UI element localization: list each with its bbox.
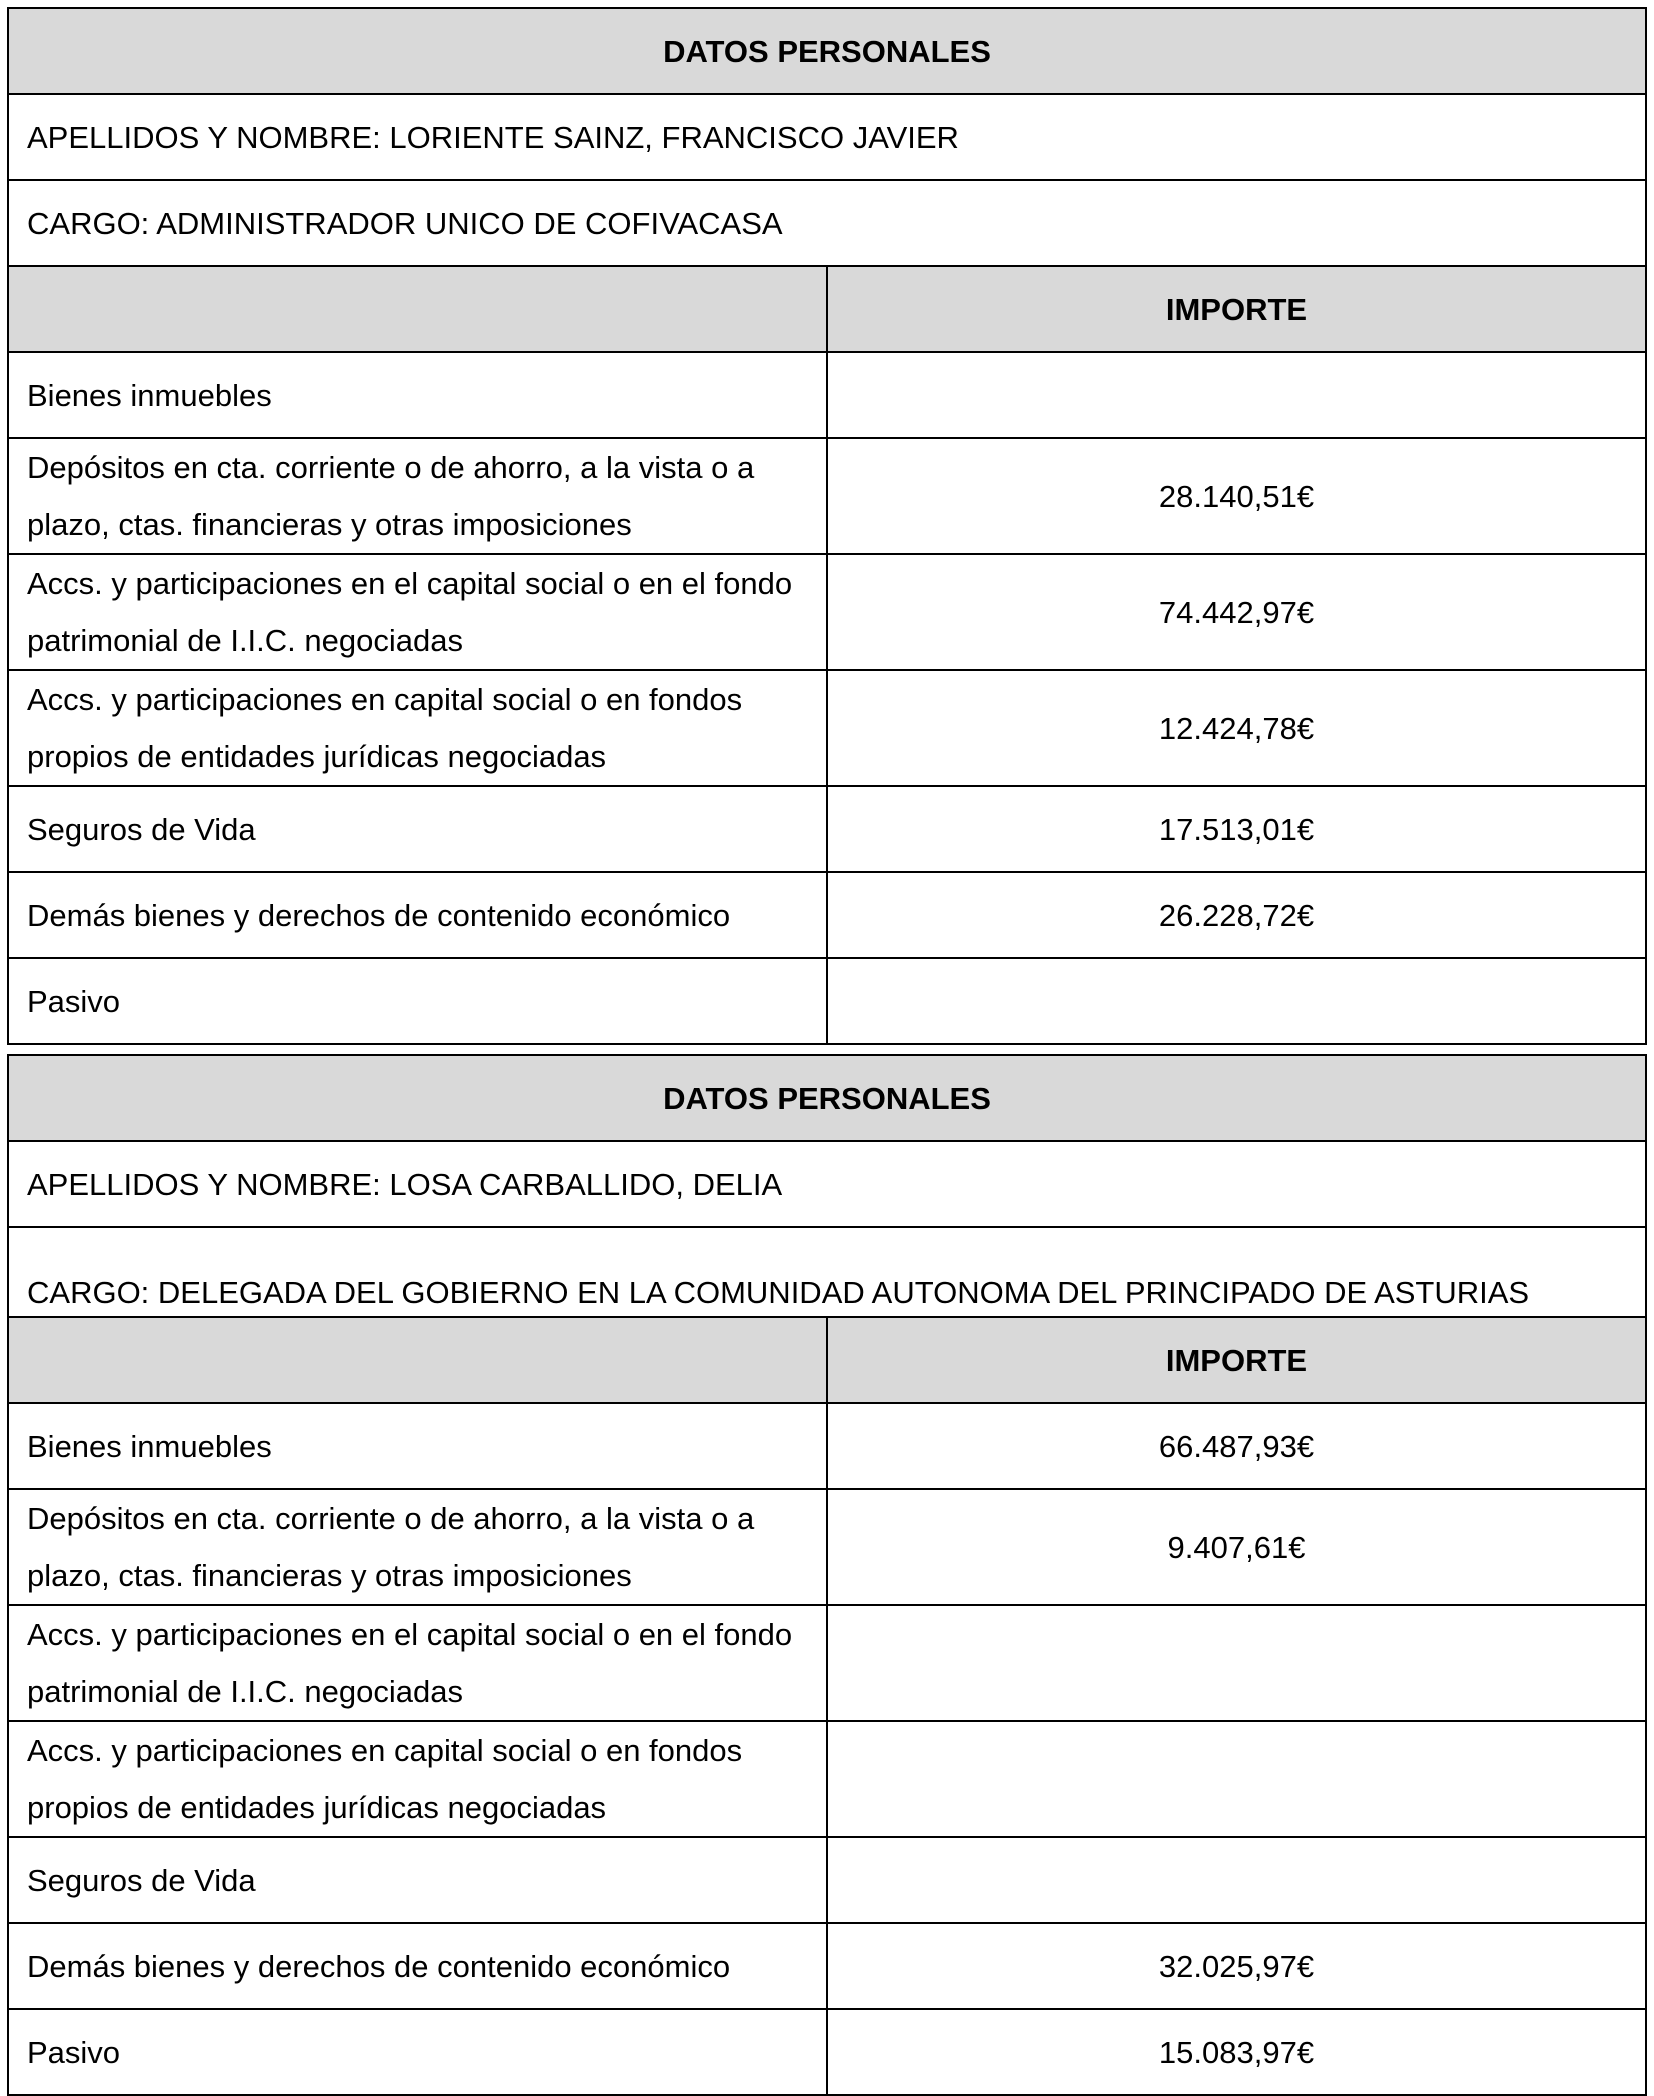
row-value [827, 958, 1646, 1044]
cargo-line: CARGO: DELEGADA DEL GOBIERNO EN LA COMUNIDAD AUTONOMA DEL PRINCIPADO DE ASTURIAS [8, 1227, 1646, 1317]
row-value: 9.407,61€ [827, 1489, 1646, 1605]
row-label: Seguros de Vida [8, 786, 827, 872]
row-label: Depósitos en cta. corriente o de ahorro, a la vista o a plazo, ctas. financieras y otras imposiciones [8, 438, 827, 554]
row-value [827, 1721, 1646, 1837]
row-value [827, 352, 1646, 438]
declaration-table-2 [7, 1054, 1647, 2096]
row-label: Accs. y participaciones en el capital social o en el fondo patrimonial de I.I.C. negociadas [8, 554, 827, 670]
row-label: Pasivo [8, 958, 827, 1044]
row-label: Accs. y participaciones en capital social o en fondos propios de entidades jurídicas negociadas [8, 670, 827, 786]
importe-header: IMPORTE [827, 1317, 1646, 1403]
row-value: 66.487,93€ [827, 1403, 1646, 1489]
row-label: Demás bienes y derechos de contenido económico [8, 872, 827, 958]
row-label: Bienes inmuebles [8, 352, 827, 438]
declaration-table-1 [7, 7, 1647, 1045]
row-value: 12.424,78€ [827, 670, 1646, 786]
row-value [827, 1605, 1646, 1721]
row-value: 74.442,97€ [827, 554, 1646, 670]
blank-header-cell [8, 266, 827, 352]
row-label: Accs. y participaciones en el capital social o en el fondo patrimonial de I.I.C. negociadas [8, 1605, 827, 1721]
section-header: DATOS PERSONALES [8, 1055, 1646, 1141]
row-value [827, 1837, 1646, 1923]
row-value: 26.228,72€ [827, 872, 1646, 958]
name-line: APELLIDOS Y NOMBRE: LORIENTE SAINZ, FRANCISCO JAVIER [8, 94, 1646, 180]
row-label: Demás bienes y derechos de contenido económico [8, 1923, 827, 2009]
row-value: 28.140,51€ [827, 438, 1646, 554]
row-value: 17.513,01€ [827, 786, 1646, 872]
cargo-line: CARGO: ADMINISTRADOR UNICO DE COFIVACASA [8, 180, 1646, 266]
row-label: Seguros de Vida [8, 1837, 827, 1923]
row-label: Bienes inmuebles [8, 1403, 827, 1489]
row-label: Pasivo [8, 2009, 827, 2095]
row-label: Depósitos en cta. corriente o de ahorro, a la vista o a plazo, ctas. financieras y otras imposiciones [8, 1489, 827, 1605]
row-label: Accs. y participaciones en capital social o en fondos propios de entidades jurídicas negociadas [8, 1721, 827, 1837]
row-value: 15.083,97€ [827, 2009, 1646, 2095]
row-value: 32.025,97€ [827, 1923, 1646, 2009]
name-line: APELLIDOS Y NOMBRE: LOSA CARBALLIDO, DELIA [8, 1141, 1646, 1227]
section-header: DATOS PERSONALES [8, 8, 1646, 94]
blank-header-cell [8, 1317, 827, 1403]
importe-header: IMPORTE [827, 266, 1646, 352]
